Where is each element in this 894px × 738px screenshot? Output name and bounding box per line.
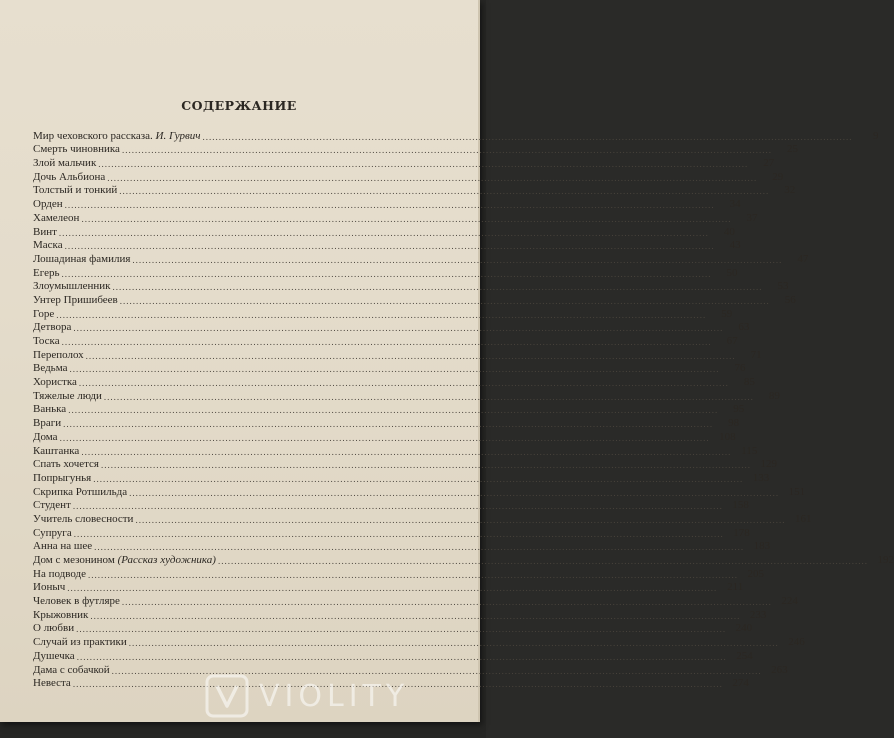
- dot-leader: ........................................................................................................................................................................................................: [93, 473, 744, 484]
- toc-entry-title: Винт: [33, 225, 57, 238]
- toc-entry: [33, 388, 780, 402]
- toc-entry: [33, 511, 812, 525]
- toc-entry-page: 108: [719, 430, 736, 443]
- toc-entry: [33, 498, 749, 512]
- toc-entry: [33, 566, 765, 580]
- watermark: [205, 668, 475, 724]
- page-title: СОДЕРЖАНИЕ: [181, 98, 297, 113]
- toc-entry: [33, 142, 798, 156]
- toc-entry-page: 246: [788, 636, 805, 649]
- toc-entry-page: 40: [723, 225, 735, 238]
- toc-entry-title: Горе: [33, 307, 55, 320]
- toc-entry: [33, 347, 762, 361]
- toc-entry-title: Душечка: [33, 649, 75, 662]
- toc-entry-page: 9: [873, 129, 879, 142]
- dot-leader: ........................................................................................................................................................................................................: [112, 282, 763, 293]
- toc-entry-page: 115: [741, 444, 758, 457]
- toc-entry: [33, 306, 733, 320]
- toc-entry: [33, 607, 767, 621]
- toc-entry-page: 89: [768, 389, 780, 402]
- dot-leader: ........................................................................................................................................................................................................: [59, 432, 710, 443]
- toc-entry-title: Человек в футляре: [33, 595, 120, 608]
- dot-leader: ........................................................................................................................................................................................................: [119, 295, 770, 306]
- toc-entry-title: Случай из практики: [33, 636, 127, 649]
- toc-entry: [33, 457, 777, 471]
- dot-leader: ........................................................................................................................................................................................................: [58, 227, 709, 238]
- toc-entry-page: 98: [728, 417, 740, 430]
- toc-entry-author: И. Гурвич: [155, 129, 201, 142]
- toc-entry-page: 32: [784, 184, 796, 197]
- toc-entry-page: 151: [788, 485, 806, 498]
- dot-leader: ........................................................................................................................................................................................................: [68, 405, 719, 416]
- toc-entry-page: 161: [794, 512, 812, 525]
- toc-entry-title: Тоска: [33, 335, 60, 347]
- dot-leader: ........................................................................................................................................................................................................: [217, 556, 868, 566]
- toc-entry-page: 233: [749, 608, 767, 621]
- dot-leader: ........................................................................................................................................................................................................: [132, 254, 783, 265]
- toc-entry-page: 43: [729, 239, 741, 252]
- toc-entry-title: На подводе: [33, 567, 87, 580]
- toc-entry-title: Детвора: [33, 321, 72, 334]
- toc-entry-page: 158: [732, 499, 749, 512]
- dot-leader: ........................................................................................................................................................................................................: [61, 337, 712, 347]
- toc-entry-page: 56: [784, 293, 796, 306]
- dot-leader: ........................................................................................................................................................................................................: [61, 268, 712, 279]
- toc-entry-title: Хамелеон: [33, 211, 80, 224]
- dot-leader: ........................................................................................................................................................................................................: [73, 528, 724, 539]
- dot-leader: ........................................................................................................................................................................................................: [135, 514, 786, 525]
- toc-entry: [33, 238, 741, 252]
- toc-entry: [33, 593, 798, 608]
- dot-leader: ........................................................................................................................................................................................................: [90, 610, 741, 621]
- toc-entry-title: Дама с собачкой: [33, 663, 110, 676]
- toc-entry-title: Супруга: [33, 526, 72, 539]
- dot-leader: ........................................................................................................................................................................................................: [107, 172, 758, 183]
- dot-leader: ........................................................................................................................................................................................................: [56, 309, 707, 320]
- dot-leader: ........................................................................................................................................................................................................: [94, 542, 745, 553]
- toc-entry: [33, 621, 753, 635]
- toc-entry: [33, 552, 894, 566]
- toc-entry-page: 34: [729, 198, 741, 211]
- toc-entry-page: 274: [732, 677, 749, 690]
- toc-entry-title: Студент: [33, 499, 71, 512]
- toc-entry-page: 224: [781, 595, 798, 608]
- toc-entry-page: 211: [727, 581, 744, 594]
- toc-entry-title: Орден: [33, 198, 63, 211]
- watermark-text: VIOLITY: [259, 678, 410, 714]
- toc-entry-page: 192: [877, 554, 894, 566]
- dot-leader: ........................................................................................................................................................................................................: [103, 391, 754, 402]
- toc-entry-title: Егерь: [33, 266, 60, 279]
- dot-leader: ........................................................................................................................................................................................................: [85, 350, 736, 361]
- toc-entry-page: 178: [733, 526, 750, 539]
- toc-entry: [33, 634, 805, 649]
- violity-logo-icon: [205, 674, 249, 718]
- toc-entry: [33, 279, 789, 293]
- toc-entry-title: Хористка: [33, 376, 77, 389]
- toc-entry: [33, 525, 750, 539]
- dot-leader: ........................................................................................................................................................................................................: [88, 569, 739, 580]
- dot-leader: ........................................................................................................................................................................................................: [64, 200, 715, 211]
- toc-entry-title: Невеста: [33, 677, 71, 690]
- toc-entry-title: Спать хочется: [33, 458, 99, 471]
- dot-leader: ........................................................................................................................................................................................................: [121, 145, 772, 156]
- toc-entry-title: Ванька: [33, 403, 67, 416]
- toc-entry-page: 25: [786, 143, 798, 156]
- toc-entry-page: 240: [735, 622, 753, 635]
- toc-entry: [33, 648, 753, 662]
- toc-entry: [33, 196, 741, 211]
- toc-entry-title: Попрыгунья: [33, 471, 92, 484]
- toc-entry: [33, 374, 755, 389]
- toc-entry-page: 129: [760, 458, 777, 471]
- dot-leader: ........................................................................................................................................................................................................: [111, 665, 762, 676]
- toc-entry: [33, 128, 879, 142]
- toc-entry: [33, 429, 736, 443]
- toc-entry-title: Дочь Альбиона: [33, 170, 106, 183]
- toc-entry-title: О любви: [33, 622, 75, 635]
- toc-entry-title: Смерть чиновника: [33, 143, 120, 156]
- toc-entry: [33, 361, 746, 375]
- toc-entry-title: Каштанка: [33, 444, 80, 457]
- dot-leader: ........................................................................................................................................................................................................: [78, 378, 729, 389]
- table-of-contents: [33, 128, 894, 690]
- toc-entry-page: 95: [733, 403, 745, 416]
- toc-entry-page: 50: [726, 266, 738, 279]
- toc-entry-page: 85: [743, 376, 755, 389]
- dot-leader: ........................................................................................................................................................................................................: [76, 624, 727, 635]
- toc-entry-title: Лошадиная фамилия: [33, 252, 131, 265]
- dot-leader: ........................................................................................................................................................................................................: [63, 419, 714, 430]
- toc-entry: [33, 580, 744, 594]
- toc-entry-page: 59: [721, 307, 733, 320]
- dot-leader: ........................................................................................................................................................................................................: [121, 597, 772, 608]
- toc-entry-title: Толстый и тонкий: [33, 184, 118, 197]
- toc-entry: [33, 251, 809, 265]
- toc-entry-title: Анна на шее: [33, 540, 93, 553]
- toc-entry-title: Унтер Пришибеев: [33, 293, 118, 306]
- toc-entry-page: 133: [752, 471, 770, 484]
- dot-leader: ........................................................................................................................................................................................................: [81, 446, 732, 457]
- toc-entry-page: 71: [750, 348, 762, 361]
- dot-leader: ........................................................................................................................................................................................................: [119, 186, 770, 197]
- toc-entry: [33, 470, 770, 484]
- toc-entry-page: 53: [777, 280, 789, 293]
- toc-entry-page: 47: [797, 252, 809, 265]
- toc-entry-title: Злой мальчик: [33, 157, 97, 170]
- toc-entry-page: 183: [753, 540, 771, 553]
- dot-leader: ........................................................................................................................................................................................................: [101, 460, 751, 471]
- toc-entry-page: 37: [746, 211, 758, 224]
- toc-entry-page: 205: [747, 567, 765, 580]
- toc-entry: [33, 539, 771, 553]
- toc-entry-title: Мир чеховского рассказа. И. Гурвич: [33, 129, 201, 142]
- dot-leader: ........................................................................................................................................................................................................: [73, 323, 724, 334]
- toc-entry: [33, 183, 796, 197]
- toc-entry-page: 67: [726, 335, 738, 347]
- toc-entry: [33, 484, 806, 498]
- toc-entry-title: Враги: [33, 417, 62, 430]
- toc-entry-title: Ионыч: [33, 581, 66, 594]
- toc-entry-title: Дома: [33, 430, 58, 443]
- dot-leader: ........................................................................................................................................................................................................: [202, 131, 853, 142]
- toc-entry-title: Тяжелые люди: [33, 389, 102, 402]
- toc-entry-title: Скрипка Ротшильда: [33, 485, 128, 498]
- dot-leader: ........................................................................................................................................................................................................: [72, 501, 723, 512]
- dot-leader: ........................................................................................................................................................................................................: [64, 241, 715, 252]
- toc-entry-title: Ведьма: [33, 362, 68, 375]
- toc-entry: [33, 210, 758, 224]
- dot-leader: ........................................................................................................................................................................................................: [98, 159, 749, 170]
- toc-entry-title: Крыжовник: [33, 608, 89, 621]
- toc-entry-title: Дом с мезонином (Рассказ художника): [33, 554, 216, 566]
- dot-leader: ........................................................................................................................................................................................................: [67, 583, 718, 594]
- toc-entry: [33, 265, 738, 279]
- toc-entry-title: Переполох: [33, 348, 84, 361]
- toc-entry-page: 263: [771, 663, 788, 676]
- toc-entry: [33, 292, 796, 306]
- toc-entry: [33, 333, 738, 347]
- dot-leader: ........................................................................................................................................................................................................: [129, 487, 780, 498]
- dot-leader: ........................................................................................................................................................................................................: [76, 651, 727, 662]
- toc-entry-page: 29: [772, 170, 784, 183]
- dot-leader: ........................................................................................................................................................................................................: [69, 364, 720, 375]
- toc-entry: [33, 169, 784, 183]
- toc-entry-page: 63: [738, 321, 750, 334]
- toc-entry: [33, 320, 750, 334]
- toc-entry-page: 76: [734, 362, 746, 375]
- toc-entry: [33, 415, 740, 430]
- toc-entry-subtitle: (Рассказ художника): [117, 554, 216, 566]
- dot-leader: ........................................................................................................................................................................................................: [81, 213, 732, 224]
- dot-leader: ........................................................................................................................................................................................................: [72, 679, 723, 690]
- toc-entry-page: 27: [763, 157, 775, 170]
- toc-entry: [33, 155, 775, 170]
- toc-entry: [33, 402, 745, 416]
- toc-entry-title: Маска: [33, 239, 63, 252]
- toc-entry-page: 254: [736, 649, 753, 662]
- toc-entry: [33, 224, 735, 238]
- toc-entry-title: Учитель словесности: [33, 512, 134, 525]
- dot-leader: ........................................................................................................................................................................................................: [128, 638, 779, 649]
- toc-entry-title: Злоумышленник: [33, 280, 111, 293]
- toc-entry: [33, 443, 758, 457]
